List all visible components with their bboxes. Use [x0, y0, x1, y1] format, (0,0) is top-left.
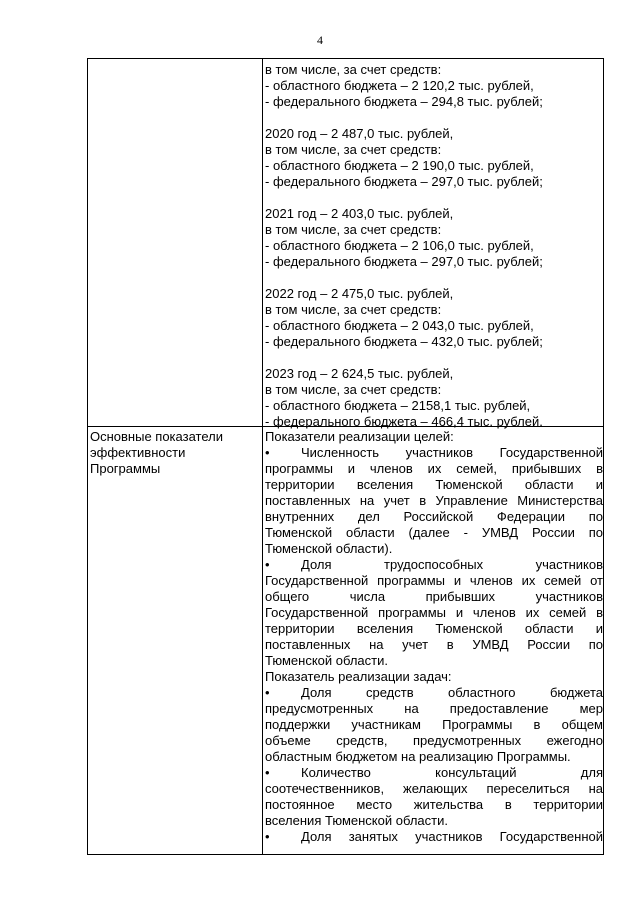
goal-item-line: внутренних дел Российской Федерации по: [265, 509, 603, 524]
task-item-line: соотечественников, желающих переселиться на: [265, 781, 603, 796]
bullet-icon: •: [265, 829, 270, 844]
finance-year-header: 2023 год – 2 624,5 тыс. рублей,: [265, 366, 454, 381]
indicators-cell: [265, 429, 603, 845]
goal-item-line: Тюменской области (далее - УМВД России по: [265, 525, 603, 540]
finance-year-federal: - федерального бюджета – 297,0 тыс. рублей;: [265, 174, 543, 189]
indicators-label: [90, 429, 258, 477]
finance-year-header: 2021 год – 2 403,0 тыс. рублей,: [265, 206, 454, 221]
task-item-line: • Доля занятых участников Государственной: [265, 829, 603, 844]
finance-intro-line: - областного бюджета – 2 120,2 тыс. рублей,: [265, 78, 534, 93]
goals-header: Показатели реализации целей:: [265, 429, 454, 444]
label-line: Программы: [90, 461, 161, 476]
task-item-line: • Доля средств областного бюджета: [265, 685, 603, 700]
goal-item-line: Государственной программы и членов их семей от: [265, 573, 603, 588]
bullet-icon: •: [265, 445, 270, 460]
finance-year-federal: - федерального бюджета – 297,0 тыс. рублей;: [265, 254, 543, 269]
finance-year-header: 2020 год – 2 487,0 тыс. рублей,: [265, 126, 454, 141]
finance-cell: [265, 62, 603, 430]
task-item-line: • Количество консультаций для: [265, 765, 603, 780]
finance-year-sub: в том числе, за счет средств:: [265, 222, 442, 237]
goal-item-line: • Доля трудоспособных участников: [265, 557, 603, 572]
bullet-icon: •: [265, 765, 270, 780]
finance-year-regional: - областного бюджета – 2 043,0 тыс. рублей,: [265, 318, 534, 333]
goal-item-line: поставленных на учет в УМВД России по: [265, 637, 603, 652]
goal-item-line: Тюменской области).: [265, 541, 393, 556]
goal-item-line: • Численность участников Государственной: [265, 445, 603, 460]
finance-year-sub: в том числе, за счет средств:: [265, 302, 442, 317]
tasks-header: Показатель реализации задач:: [265, 669, 452, 684]
finance-year-federal: - федерального бюджета – 466,4 тыс. рублей.: [265, 414, 543, 429]
finance-year-regional: - областного бюджета – 2158,1 тыс. рублей,: [265, 398, 531, 413]
program-passport-table: [87, 58, 604, 855]
label-line: эффективности: [90, 445, 186, 460]
goal-item-line: общего числа прибывших участников: [265, 589, 603, 604]
finance-intro-line: - федерального бюджета – 294,8 тыс. рублей;: [265, 94, 543, 109]
task-item-line: объеме средств, предусмотренных ежегодно: [265, 733, 603, 748]
goal-item-line: поставленных на учет в Управление Министерства: [265, 493, 603, 508]
goal-item-line: Тюменской области.: [265, 653, 388, 668]
bullet-icon: •: [265, 557, 270, 572]
goal-item-line: территории вселения Тюменской области и: [265, 621, 603, 636]
finance-year-header: 2022 год – 2 475,0 тыс. рублей,: [265, 286, 454, 301]
task-item-line: поддержки участникам Программы в общем: [265, 717, 603, 732]
page-number: 4: [317, 33, 323, 47]
label-line: Основные показатели: [90, 429, 223, 444]
finance-intro-line: в том числе, за счет средств:: [265, 62, 442, 77]
task-item-line: областным бюджетом на реализацию Программы.: [265, 749, 571, 764]
task-item-line: постоянное место жительства в территории: [265, 797, 603, 812]
task-item-line: предусмотренных на предоставление мер: [265, 701, 603, 716]
finance-year-sub: в том числе, за счет средств:: [265, 142, 442, 157]
goal-item-line: Государственной программы и членов их семей в: [265, 605, 603, 620]
goal-item-line: территории вселения Тюменской области и: [265, 477, 603, 492]
task-item-line: вселения Тюменской области.: [265, 813, 448, 828]
goal-item-line: программы и членов их семей, прибывших в: [265, 461, 603, 476]
column-divider: [262, 59, 263, 854]
bullet-icon: •: [265, 685, 270, 700]
finance-year-sub: в том числе, за счет средств:: [265, 382, 442, 397]
finance-year-regional: - областного бюджета – 2 190,0 тыс. рублей,: [265, 158, 534, 173]
finance-year-regional: - областного бюджета – 2 106,0 тыс. рублей,: [265, 238, 534, 253]
finance-year-federal: - федерального бюджета – 432,0 тыс. рублей;: [265, 334, 543, 349]
